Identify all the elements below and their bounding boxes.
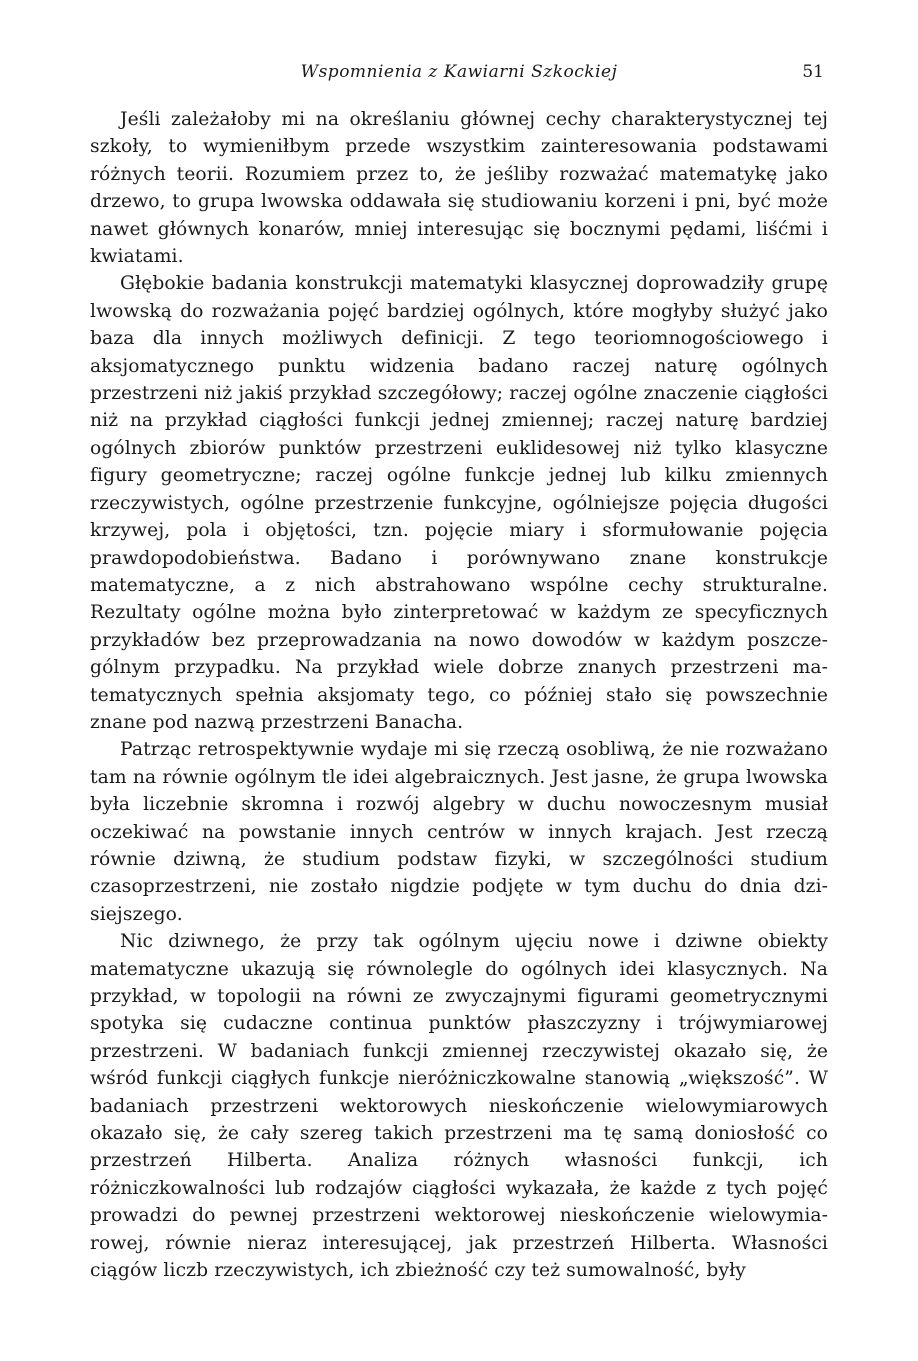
paragraph-2: Głębokie badania konstrukcji matematyki klasycznej doprowadziły grupę lwowską do rozważania pojęć bardziej ogólnych, które mogłyby służyć jako baza dla innych możliwych definicji. Z tego teoriomnogościowego i aksjomatycznego punktu widzenia badano raczej naturę ogólnych przestrzeni niż jakiś przykład szczegółowy; raczej ogólne znaczenie ciągłości niż na przykład ciągłości funkcji jednej zmiennej; raczej naturę bardziej ogólnych zbiorów punktów przestrzeni euklidesowej niż tylko klasyczne figury geometryczne; raczej ogólne funkcje jednej lub kilku zmiennych rzeczywistych, ogólne przestrzenie funkcyjne, ogólniejsze pojęcia długości krzywej, pola i objętości, tzn. pojęcie miary i sformułowanie pojęcia prawdopodobieństwa. Badano i porównywano znane konstrukcje matematyczne, a z nich abstrahowano wspólne cechy strukturalne. Rezultaty ogólne można było zinterpretować w każdym ze specyficznych przykładów bez przeprowadzania na nowo dowodów w każdym poszczególnym przypadku. Na przykład wiele dobrze znanych przestrzeni matematycznych spełnia aksjomaty tego, co później stało się powszechnie znane pod nazwą przestrzeni Banacha.: [90, 273, 828, 733]
running-title: Wspomnienia z Kawiarni Szkockiej: [300, 62, 618, 82]
paragraph-4: Nic dziwnego, że przy tak ogólnym ujęciu nowe i dziwne obiekty matematyczne ukazują się równolegle do ogólnych idei klasycznych. Na przykład, w topologii na równi ze zwyczajnymi figurami geometrycznymi spotyka się cudaczne continua punktów płaszczyzny i trójwymiarowej przestrzeni. W badaniach funkcji zmiennej rzeczywistej okazało się, że wśród funkcji ciągłych funkcje nieróżniczkowalne stanowią „większość”. W badaniach przestrzeni wektorowych nieskończenie wielowymiarowych okazało się, że cały szereg takich przestrzeni ma tę samą doniosłość co przestrzeń Hilberta. Analiza różnych własności funkcji, ich różniczkowalności lub rodzajów ciągłości wykazała, że każde z tych pojęć prowadzi do pewnej przestrzeni wektorowej nieskończenie wielowymiarowej, równie nieraz interesującej, jak przestrzeń Hilberta. Własności ciągów liczb rzeczywistych, ich zbieżność czy też sumowalność, były: [90, 931, 828, 1282]
paragraph-3: Patrząc retrospektywnie wydaje mi się rzeczą osobliwą, że nie rozważano tam na równie ogólnym tle idei algebraicznych. Jest jasne, że grupa lwowska była liczebnie skromna i rozwój algebry w duchu nowoczesnym musiał oczekiwać na powstanie innych centrów w innych krajach. Jest rzeczą równie dziwną, że studium podstaw fizyki, w szczególności studium czasoprzestrzeni, nie zostało nigdzie podjęte w tym duchu do dnia dzisiejszego.: [90, 739, 828, 925]
page-number: 51: [802, 62, 824, 82]
book-page: [90, 60, 828, 1284]
body-text: [90, 106, 828, 1284]
running-header: [90, 60, 828, 86]
paragraph-1: Jeśli zależałoby mi na określaniu głównej cechy charakterystycznej tej szkoły, to wymieniłbym przede wszystkim zainteresowania podstawami różnych teorii. Rozumiem przez to, że jeśliby rozważać matematykę jako drzewo, to grupa lwowska oddawała się studiowaniu korzeni i pni, być może nawet głównych konarów, mniej interesując się bocznymi pędami, liśćmi i kwiatami.: [90, 109, 828, 268]
